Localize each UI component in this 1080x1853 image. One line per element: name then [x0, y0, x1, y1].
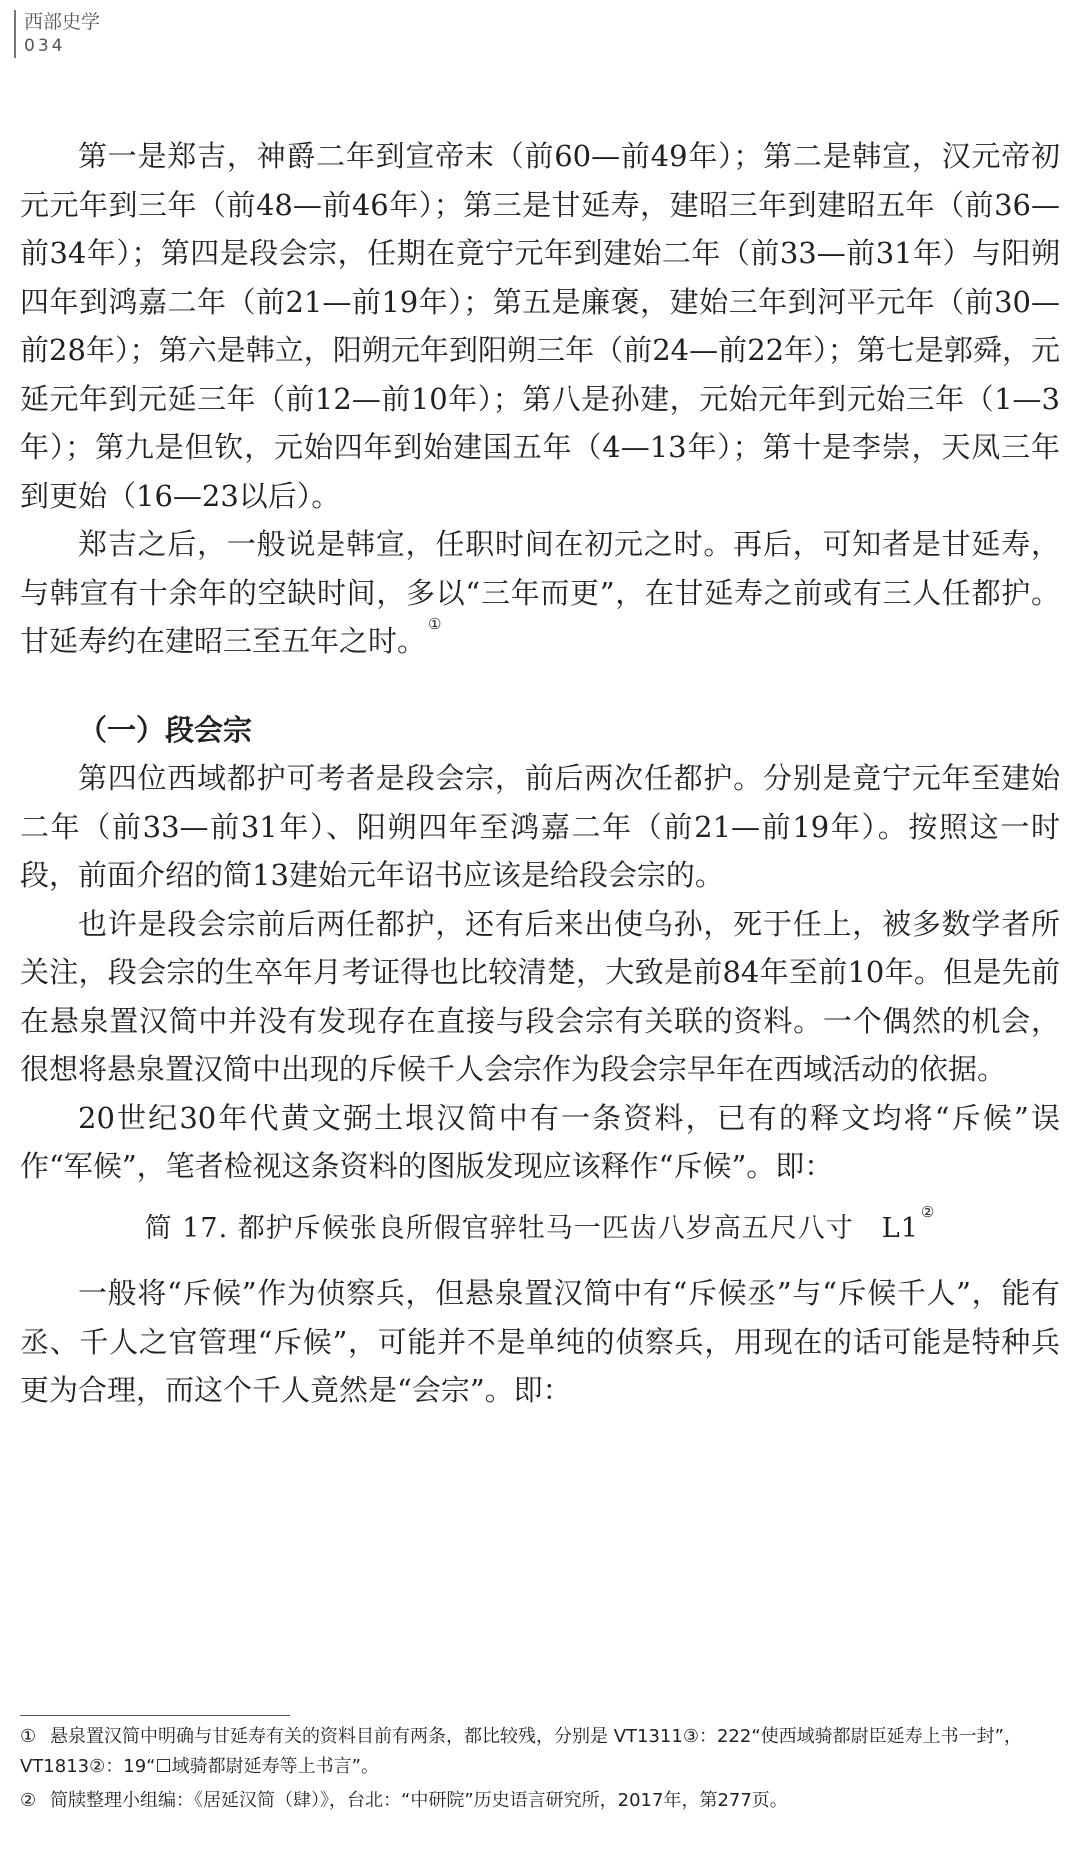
- section-gap: [20, 666, 1060, 706]
- footnote-ref-1[interactable]: ①: [428, 615, 442, 633]
- paragraph-2-text: 郑吉之后，一般说是韩宣，任职时间在初元之时。再后，可知者是甘延寿，与韩宣有十余年的空缺时间，多以“三年而更”，在甘延寿之前或有三人任都护。甘延寿约在建昭三至五年之时。: [20, 527, 1060, 658]
- page-number: 034: [24, 36, 66, 56]
- paragraph-1-text: 第一是郑吉，神爵二年到宣帝末（前60—前49年）；第二是韩宣，汉元帝初元元年到三年（前48—前46年）；第三是甘延寿，建昭三年到建昭五年（前36—前34年）；第四是段会宗，任期在竟宁元年到建始二年（前33—前31年）与阳朔四年到鸿嘉二年（前21—前19年）；第五是廉褒，建始三年到河平元年（前30—前28年）；第六是韩立，阳朔元年到阳朔三年（前24—前22年）；第七是郭舜，元延元年到元延三年（前12—前10年）；第八是孙建，元始元年到元始三年（1—3年）；第九是但钦，元始四年到始建国五年（4—13年）；第十是李崇，天凤三年到更始（16—23以后）。: [20, 139, 1060, 513]
- running-header: [14, 10, 100, 58]
- slip-17-text: 简 17. 都护斥候张良所假官骍牡马一匹齿八岁高五尺八寸 L1: [144, 1212, 919, 1244]
- paragraph-4: 也许是段会宗前后两任都护，还有后来出使乌孙，死于任上，被多数学者所关注，段会宗的生卒年月考证得也比较清楚，大致是前84年至前10年。但是先前在悬泉置汉简中并没有发现存在直接与段会宗有关联的资料。一个偶然的机会，很想将悬泉置汉简中出现的斥候千人会宗作为段会宗早年在西域活动的依据。: [20, 906, 1060, 1086]
- slip-17-quote: [20, 1202, 1060, 1254]
- footnote-2: [20, 1786, 1060, 1816]
- footnote-1-mark: ①: [20, 1726, 37, 1747]
- footnotes: [20, 1722, 1060, 1820]
- footnote-divider: [20, 1715, 290, 1716]
- paragraph-1: [20, 132, 1060, 520]
- section-heading: （一）段会宗: [78, 712, 253, 747]
- paragraph-2: [20, 520, 1060, 666]
- paragraph-5: 20世纪30年代黄文弼土垠汉简中有一条资料，已有的释文均将“斥候”误作“军候”，笔者检视这条资料的图版发现应该释作“斥候”。即：: [20, 1100, 1060, 1183]
- main-text: [20, 132, 1060, 1415]
- paragraph-6: 一般将“斥候”作为侦察兵，但悬泉置汉简中有“斥候丞”与“斥候千人”，能有丞、千人之官管理“斥候”，可能并不是单纯的侦察兵，用现在的话可能是特种兵更为合理，而这个千人竟然是“会宗”。即：: [20, 1276, 1060, 1407]
- footnote-1: [20, 1722, 1060, 1782]
- footnote-2-text: 简牍整理小组编：《居延汉简（肆）》，台北：“中研院”历史语言研究所，2017年，第277页。: [50, 1790, 788, 1811]
- paragraph-3: 第四位西域都护可考者是段会宗，前后两次任都护。分别是竟宁元年至建始二年（前33—前31年）、阳朔四年至鸿嘉二年（前21—前19年）。按照这一时段，前面介绍的简13建始元年诏书应该是给段会宗的。: [20, 761, 1060, 892]
- footnote-ref-2[interactable]: ②: [920, 1202, 936, 1221]
- footnote-1-text: 悬泉置汉简中明确与甘延寿有关的资料目前有两条，都比较残，分别是 VT1311③：222“使西域骑都尉臣延寿上书一封”，VT1813②：19“☐域骑都尉延寿等上书言”。: [20, 1726, 1022, 1777]
- footnote-2-mark: ②: [20, 1790, 37, 1811]
- journal-title: 西部史学: [24, 11, 101, 33]
